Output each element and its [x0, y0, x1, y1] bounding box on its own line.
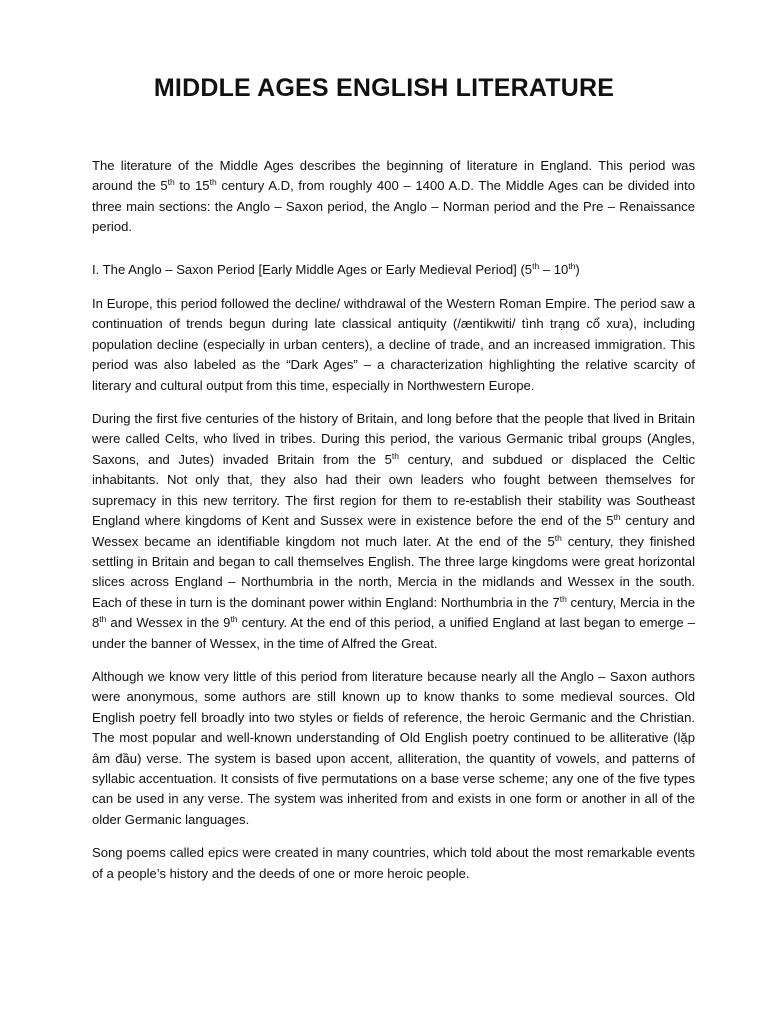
heading-text-1: I. The Anglo – Saxon Period [Early Middle Ages or Early Medieval Period] (5: [92, 261, 533, 277]
heading-text-2: – 10: [539, 261, 569, 277]
paragraph-1: In Europe, this period followed the decline/ withdrawal of the Western Roman Empire. The period saw a continuation of trends begun during late classical antiquity (/æntikwiti/ tình trạng cổ xưa), including population decline (especially in urban centers), a decline of trade, and an increased immigration. This period was also labeled as the “Dark Ages” – a characterization highlighting the relative scarcity of literary and cultural output from this time, especially in Northwestern Europe.: [92, 296, 695, 393]
intro-sup-2: th: [209, 177, 217, 188]
p2-text-5: century, Mercia in the 8: [92, 594, 695, 631]
heading-sup-2: th: [568, 260, 576, 271]
p2-sup-6: th: [230, 614, 238, 625]
p2-text-2: century, and subdued or displaced the Celtic inhabitants. Not only that, they also had their own leaders who fought between themselves for supremacy in this new territory. The first region for them to re-establish their stability was Southeast England where kingdoms of Kent and Sussex were in existence before the end of the 5: [92, 451, 695, 529]
document-title: MIDDLE AGES ENGLISH LITERATURE: [153, 74, 615, 102]
heading-sup-1: th: [532, 260, 540, 271]
paragraph-2: [92, 409, 695, 654]
paragraph-4: Song poems called epics were created in many countries, which told about the most remarkable events of a people’s history and the deeds of one or more heroic people.: [92, 845, 695, 881]
p2-sup-3: th: [554, 532, 562, 543]
p2-text-1: During the first five centuries of the history of Britain, and long before that the people that lived in Britain were called Celts, who lived in tribes. During this period, the various Germanic tribal groups (Angles, Saxons, and Jutes) invaded Britain from the 5: [92, 411, 695, 467]
p2-sup-5: th: [99, 614, 107, 625]
document-body: [92, 156, 696, 884]
section-heading: [92, 260, 695, 280]
intro-paragraph: [92, 156, 695, 238]
heading-text-3: ): [575, 261, 580, 277]
intro-text-3: century A.D, from roughly 400 – 1400 A.D. The Middle Ages can be divided into three main sections: the Anglo – Saxon period, the Anglo – Norman period and the Pre – Renaissance period.: [92, 178, 696, 235]
p2-sup-2: th: [613, 512, 621, 523]
p2-text-4: century, they finished settling in Britain and began to call themselves English. The three large kingdoms were great horizontal slices across England – Northumbria in the north, Mercia in the midlands and Wessex in the south. Each of these in turn is the dominant power within England: Northumbria in the 7: [92, 533, 695, 610]
p2-sup-1: th: [391, 450, 399, 461]
intro-sup-1: th: [167, 177, 175, 188]
p2-text-6: and Wessex in the 9: [106, 615, 231, 631]
p2-text-3: century and Wessex became an identifiable kingdom not much later. At the end of the 5: [92, 513, 695, 549]
intro-text-2: to 15: [174, 178, 210, 194]
p2-text-7: century. At the end of this period, a unified England at last began to emerge – under the banner of Wessex, in the time of Alfred the Great.: [92, 615, 695, 651]
paragraph-3: Although we know very little of this period from literature because nearly all the Anglo – Saxon authors were anonymous, some authors are still known up to know thanks to some medieval sources. Old English poetry fell broadly into two styles or fields of reference, the heroic Germanic and the Christian. The most popular and well-known understanding of Old English poetry continued to be alliterative (lặp âm đầu) verse. The system is based upon accent, alliteration, the quantity of vowels, and patterns of syllabic accentuation. It consists of five permutations on a base verse scheme; any one of the five types can be used in any verse. The system was inherited from and exists in one form or another in all of the older Germanic languages.: [92, 668, 695, 827]
p2-sup-4: th: [559, 593, 567, 604]
intro-text-1: The literature of the Middle Ages describes the beginning of literature in England. This period was around the 5: [92, 158, 695, 194]
